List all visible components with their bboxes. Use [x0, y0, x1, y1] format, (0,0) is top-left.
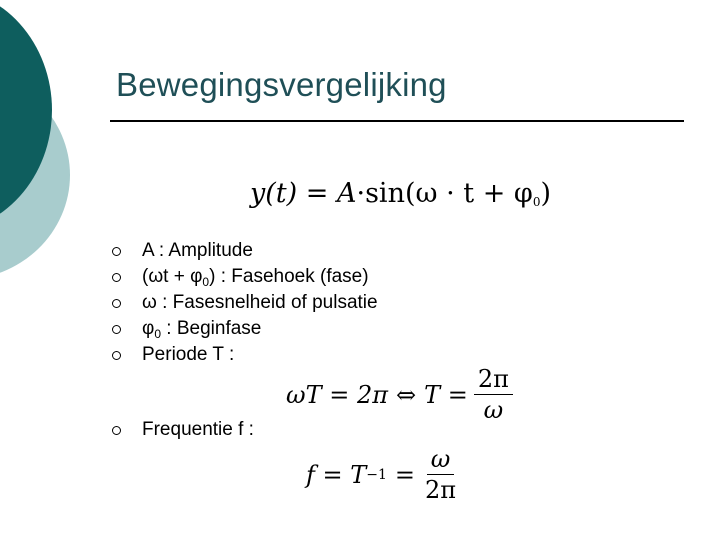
- main-eq-dot: ·: [356, 178, 366, 209]
- slide-title: Bewegingsvergelijking: [116, 66, 447, 103]
- bullet-circle-icon: [112, 351, 121, 360]
- bullet-text: Periode T :: [142, 344, 235, 365]
- frequency-equation: [306, 446, 460, 504]
- bullet-subscript: 0: [154, 327, 162, 341]
- freq-denominator: 2π: [425, 476, 457, 505]
- main-equation: [250, 178, 551, 209]
- bullet-text-rest: ) : Fasehoek (fase): [209, 266, 369, 287]
- period-eq-left: ωT = 2π: [286, 380, 388, 409]
- bullet-text: φ: [142, 318, 155, 339]
- period-numerator: 2π: [474, 366, 513, 395]
- bullet-circle-icon: [112, 247, 121, 256]
- bullet-circle-icon: [112, 273, 121, 282]
- freq-numerator: ω: [427, 446, 455, 475]
- main-eq-lhs: y(t): [250, 178, 298, 209]
- period-eq-mid: T =: [424, 380, 468, 409]
- period-equation: [286, 366, 513, 424]
- bullet-text: Frequentie f :: [142, 419, 254, 440]
- equivalence-arrow-icon: ⇔: [396, 380, 417, 409]
- main-eq-close: ): [540, 178, 551, 209]
- bullet-circle-icon: [112, 426, 121, 435]
- main-eq-sin: sin(ω · t + φ: [365, 178, 533, 209]
- bullet-circle-icon: [112, 299, 121, 308]
- title-underline: [110, 120, 684, 122]
- bullet-text: ω : Fasesnelheid of pulsatie: [142, 292, 378, 313]
- decorative-circles: [0, 0, 120, 540]
- bullet-text: (ωt + φ: [142, 266, 203, 287]
- main-eq-equals: =: [305, 178, 329, 209]
- bullet-subscript: 0: [202, 275, 210, 289]
- main-eq-amplitude: A: [336, 178, 357, 209]
- period-fraction: [474, 366, 513, 424]
- bullet-text-rest: : Beginfase: [161, 318, 262, 339]
- freq-eq-exponent: −1: [366, 466, 387, 483]
- bullet-circle-icon: [112, 325, 121, 334]
- freq-eq-equals: =: [394, 460, 416, 489]
- freq-fraction: [421, 446, 460, 504]
- bullet-text: A : Amplitude: [142, 240, 253, 261]
- period-denominator: ω: [483, 396, 504, 425]
- main-eq-sub: 0: [532, 195, 541, 209]
- freq-eq-left: f = T: [306, 460, 367, 489]
